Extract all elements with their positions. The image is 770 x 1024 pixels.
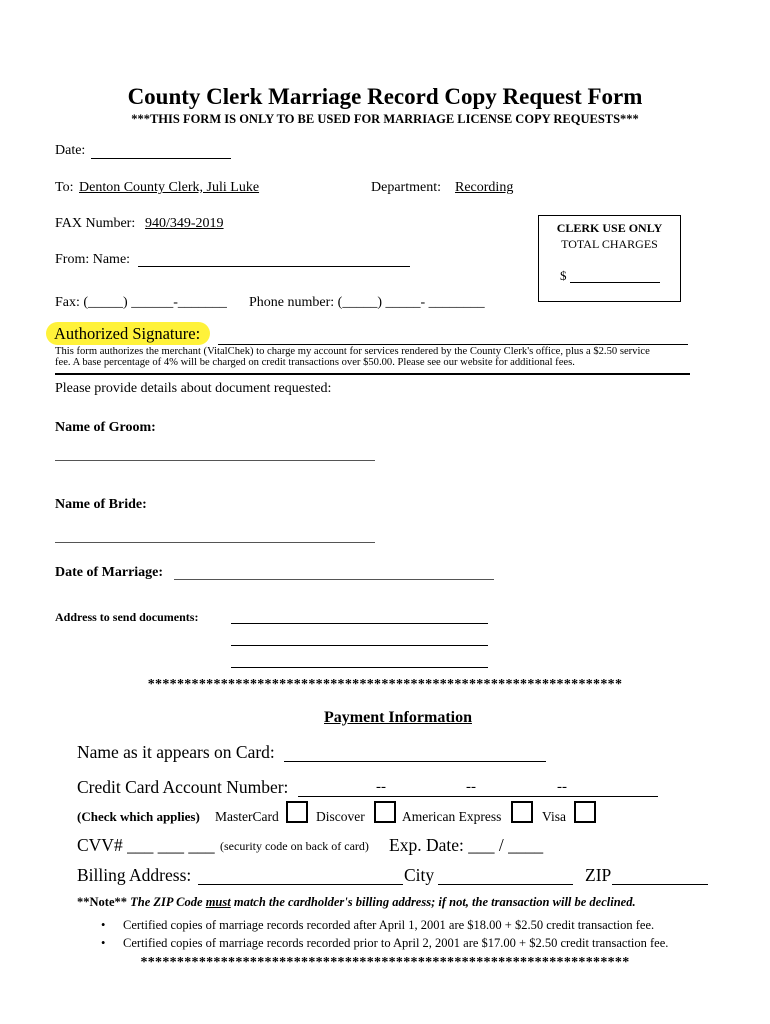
address-field-3[interactable] bbox=[231, 667, 488, 668]
date-of-marriage-field[interactable] bbox=[174, 579, 494, 580]
amex-label: American Express bbox=[402, 809, 502, 824]
billing-address-field[interactable] bbox=[198, 884, 403, 885]
city-field[interactable] bbox=[438, 884, 573, 885]
fax-number-value: 940/349-2019 bbox=[145, 216, 224, 231]
section-divider bbox=[55, 373, 690, 375]
bride-label: Name of Bride: bbox=[55, 497, 147, 512]
authorized-signature-label bbox=[46, 324, 210, 344]
authorization-text-1: This form authorizes the merchant (VitalChek) to charge my account for services rendered by the County Clerk's office, plus a $2.50 service bbox=[55, 346, 650, 357]
from-name-field[interactable] bbox=[138, 266, 410, 267]
billing-address-label: Billing Address: bbox=[77, 865, 192, 885]
cvv-note: (security code on back of card) bbox=[220, 839, 369, 853]
to-value: Denton County Clerk, Juli Luke bbox=[79, 180, 260, 195]
zip-note bbox=[77, 895, 636, 910]
signature-highlight: Authorized Signature: bbox=[46, 322, 210, 345]
note-must: must bbox=[205, 895, 231, 909]
mastercard-label: MasterCard bbox=[215, 809, 279, 824]
department-value: Recording bbox=[455, 180, 514, 195]
expiration-field[interactable]: Exp. Date: ___ / ____ bbox=[389, 835, 544, 855]
total-charges-field[interactable] bbox=[570, 282, 660, 283]
clerk-use-box bbox=[538, 215, 681, 302]
bride-field[interactable] bbox=[55, 542, 375, 543]
bottom-star-separator: ******************************************************************* bbox=[140, 955, 630, 970]
date-field[interactable] bbox=[91, 158, 231, 159]
name-on-card-field[interactable] bbox=[284, 761, 546, 762]
authorization-text-2: fee. A base percentage of 4% will be charged on credit transactions over $50.00. Please see our website for additional fees. bbox=[55, 357, 575, 368]
city-label: City bbox=[404, 865, 435, 885]
check-which-applies-label: (Check which applies) bbox=[77, 809, 200, 824]
groom-field[interactable] bbox=[55, 460, 375, 461]
groom-label: Name of Groom: bbox=[55, 420, 156, 435]
details-intro: Please provide details about document requested: bbox=[55, 381, 332, 396]
account-dash-1: -- bbox=[376, 779, 386, 795]
name-on-card-label: Name as it appears on Card: bbox=[77, 742, 275, 762]
discover-label: Discover bbox=[316, 809, 365, 824]
fee-bullet-1: • Certified copies of marriage records recorded after April 1, 2001 are $18.00 + $2.50 credit transaction fee. bbox=[123, 918, 654, 933]
payment-heading: Payment Information bbox=[324, 709, 472, 726]
fax-number-label: FAX Number: bbox=[55, 216, 136, 231]
visa-checkbox[interactable] bbox=[574, 801, 596, 823]
account-dash-3: -- bbox=[557, 779, 567, 795]
page-subtitle: ***THIS FORM IS ONLY TO BE USED FOR MARRIAGE LICENSE COPY REQUESTS*** bbox=[131, 112, 639, 126]
discover-checkbox[interactable] bbox=[374, 801, 396, 823]
department-label: Department: bbox=[371, 180, 441, 195]
page-title: County Clerk Marriage Record Copy Request Form bbox=[127, 84, 643, 109]
fax-field[interactable]: Fax: (_____) ______-_______ bbox=[55, 295, 227, 310]
amex-checkbox[interactable] bbox=[511, 801, 533, 823]
fee-bullet-2: • Certified copies of marriage records recorded prior to April 2, 2001 are $17.00 + $2.50 credit transaction fee. bbox=[123, 936, 668, 951]
mastercard-checkbox[interactable] bbox=[286, 801, 308, 823]
note-prefix: **Note** bbox=[77, 895, 131, 909]
address-field-2[interactable] bbox=[231, 645, 488, 646]
account-number-label: Credit Card Account Number: bbox=[77, 777, 289, 797]
account-dash-2: -- bbox=[466, 779, 476, 795]
address-label: Address to send documents: bbox=[55, 610, 199, 624]
to-label: To: bbox=[55, 180, 74, 195]
zip-field[interactable] bbox=[612, 884, 708, 885]
signature-field[interactable] bbox=[218, 344, 688, 345]
phone-field[interactable]: Phone number: (_____) _____- ________ bbox=[249, 295, 485, 310]
visa-label: Visa bbox=[542, 809, 566, 824]
clerk-use-title: CLERK USE ONLY bbox=[556, 221, 663, 235]
total-charges-label: TOTAL CHARGES bbox=[561, 237, 658, 251]
date-label: Date: bbox=[55, 143, 86, 158]
account-number-field[interactable] bbox=[298, 796, 658, 797]
from-name-label: From: Name: bbox=[55, 252, 131, 267]
cvv-field[interactable]: CVV# ___ ___ ___ bbox=[77, 835, 215, 855]
date-of-marriage-label: Date of Marriage: bbox=[55, 565, 164, 580]
note-part2: match the cardholder's billing address; if not, the transaction will be declined. bbox=[230, 895, 636, 909]
dollar-sign: $ bbox=[560, 268, 567, 283]
star-separator: ***************************************************************** bbox=[147, 677, 623, 692]
zip-label: ZIP bbox=[585, 865, 612, 885]
note-part1: The ZIP Code bbox=[130, 895, 206, 909]
address-field-1[interactable] bbox=[231, 623, 488, 624]
